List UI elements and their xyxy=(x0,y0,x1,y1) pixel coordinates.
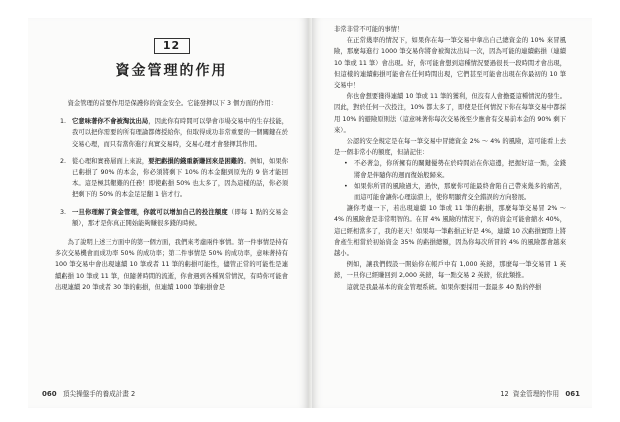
bullet-icon: • xyxy=(344,160,348,168)
left-page-content xyxy=(55,38,288,293)
body-paragraph: 這就是我最基本的資金管理系統。如果你要採用一套最多 40 點的停損 xyxy=(346,283,542,291)
body-paragraph: 讓你考慮一下，若出現連續 10 筆或 11 筆的虧損，那麼每筆交易冒 2% ～ 4% 的風險會是非常明智的。在冒 4% 風險的情況下，你的資金可能會縮水 40%，這已經相當多了，我的老天！如果每一筆虧損正好是 4%，連續 10 次虧損實際上將會產生相當於初始資金 35% 的虧損總額，因為你每次所冒的 4% 的風險都會越來越小。 xyxy=(334,205,566,258)
bullet-icon: • xyxy=(344,182,348,190)
list-item-text: 如果你所冒的風險過大，過快，那麼你可能最終會陷自己帶來幾多的痛苦，而這可能會讓你心理崩潰上，使你明顯背交全錯誤的方向發展。 xyxy=(354,182,566,202)
list-item-text: 從心理和實務層面上來說， xyxy=(72,157,149,165)
list-number: 1. xyxy=(60,118,67,126)
list-item-bold: 一旦你理解了資金管理，你就可以增加自己的投注額度 xyxy=(72,208,228,216)
left-page xyxy=(28,18,308,408)
right-page-content xyxy=(334,24,566,293)
body-paragraph: 公認的安全規定是在每一筆交易中冒總資金 2% ～ 4% 的風險，這可能看上去是一個非常小的額度，但請記住： xyxy=(334,138,566,157)
left-page-footer xyxy=(42,388,135,398)
chapter-title-footer: 資金管理的作用 xyxy=(512,390,560,398)
right-page xyxy=(312,18,592,408)
bullet-list xyxy=(334,158,566,203)
chapter-number-footer: 12 xyxy=(500,390,509,398)
book-title: 頂尖操盤手的養成計畫 2 xyxy=(62,390,136,398)
list-item-bold: 它意味著你不會被淘汰出局 xyxy=(72,118,149,126)
list-item-text: （即每 1 點的交易金額），那才是你真正開始能夠賺很多錢的時候。 xyxy=(72,208,288,227)
list-item xyxy=(55,116,288,150)
book-spread xyxy=(28,18,592,408)
page-number: 061 xyxy=(565,390,580,398)
right-page-footer xyxy=(500,388,580,398)
list-number: 2. xyxy=(60,157,67,165)
page-number: 060 xyxy=(42,390,57,398)
chapter-number: 12 xyxy=(154,38,190,54)
list-item xyxy=(55,207,288,229)
list-number: 3. xyxy=(60,208,67,216)
list-item-bold: 要把虧損的錢重新賺回來是困難的 xyxy=(148,157,244,165)
list-item xyxy=(334,158,566,180)
chapter-title: 資金管理的作用 xyxy=(115,63,228,79)
list-item xyxy=(334,181,566,203)
body-paragraph: 在正常幾率的情況下，如果你在每一筆交易中拿出自己總資金的 10% 來冒風險，那麼每進行 1000 筆交易你將會被淘汰出局一次，因為可能的連續虧損（連續 10 筆或 11 筆）會出現。好，你可能會想到這種情況要過很長一段時間才會出現，但這樣的連續虧損可能會在任何時間出現，它們甚至可能會出現在你最初的 10 筆交易中！ xyxy=(334,37,566,90)
intro-paragraph: 資金管理的首要作用是保護你的資金安全。它能發揮以下 3 個方面的作用： xyxy=(67,100,278,107)
body-paragraph: 為了說明上述三方面中的第一個方面，我們來考慮兩件事情。第一件事情是持有多次交易機會而成功率 50% 的成功率；第二件事情是 50% 的成功率，意味著持有 100 筆交易中會出現連續 10 筆或者 11 筆的虧損可能性，儘管正常的可能性是連續虧損 10 筆或 11 筆，但隨著時間的流逝，你會遇到各種異常情況，有時你可能會出現連續 20 筆或者 30 筆的虧損，但連續 1000 筆虧損會是 xyxy=(55,239,288,291)
list-item xyxy=(55,156,288,201)
body-paragraph: 非常非常不可能的事情！ xyxy=(334,26,404,33)
numbered-list xyxy=(55,116,288,229)
list-item-text: 不必著急，你所擁有的關鍵優勢在於時間站在你這邊，把握好這一點，金錢將會是伴隨你的週而復始般歸來。 xyxy=(354,160,566,179)
list-item-text: ，因此你有時間可以學會市場交易中的生存技能，我可以把你需要的所有理論都傳授給你，但取得成功非常重要的一個關鍵在於交易心理，而只有當你進行真實交易時，交易心理才會發揮其作用。 xyxy=(72,118,289,148)
body-paragraph: 例如，讓我們假設一開始你在帳戶中有 1,000 英鎊，那麼每一筆交易冒 1 英鎊，一旦你已經賺回到 2,000 英鎊，每一點交易 2 英鎊，依此類推。 xyxy=(334,261,566,280)
body-paragraph: 你也會想要獲得連續 10 筆或 11 筆的獲利，但沒有人會擔憂這種情況的發生。因此，對於任何一次投注，10% 都太多了，即使是任何情況下你在每筆交易中都採用 10% 的避險原則法（這意味著你每次交易後至少應會有交易前本金的 90% 剩下來）。 xyxy=(334,93,566,134)
list-item-text: 。例如，如果你已虧損了 90% 的本金，你必須將剩下 10% 的本金翻到原先的 9 倍才能回本。這是極其艱難的任務！即使虧損 50% 也太多了，因為這樣的話，你必須把剩下的 50% 的本金足足翻 1 倍才行。 xyxy=(72,157,289,199)
